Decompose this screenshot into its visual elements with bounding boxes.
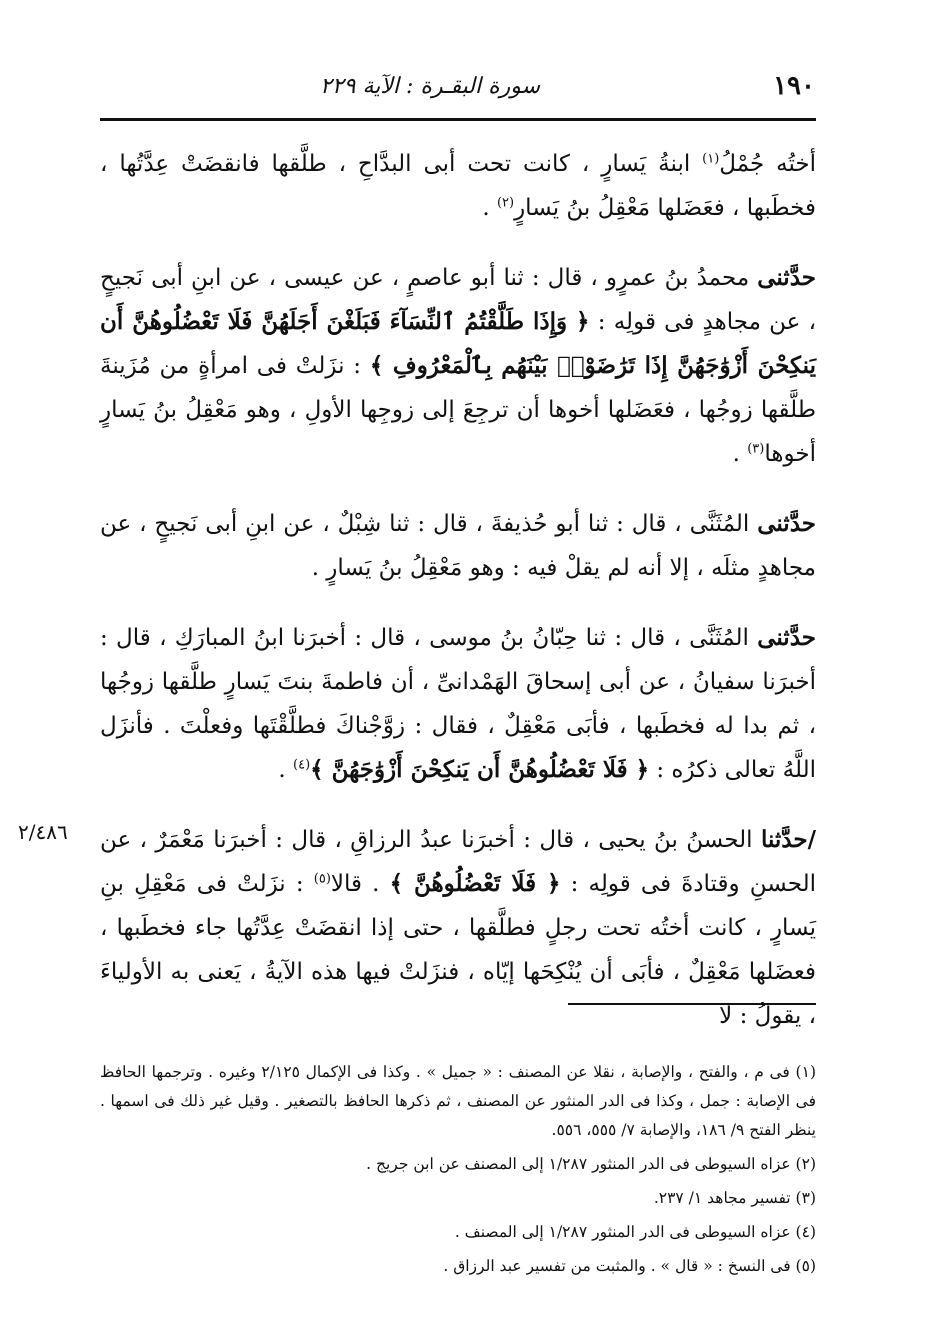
margin-reference: ٢/٤٨٦ xyxy=(18,820,68,844)
footnote-marker: (١) xyxy=(702,151,720,167)
footnote-4: (٤) عزاه السيوطى فى الدر المنثور ١/٢٨٧ إلى المصنف . xyxy=(454,1223,816,1241)
paragraph-lead: حدَّثنى xyxy=(757,510,816,537)
paragraph-2: حدَّثنى محمدُ بنُ عمرٍو ، قال : ثنا أبو عاصمٍ ، عن عيسى ، عن ابنِ أبى نَجيحٍ ، عن مجاهدٍ فى قولِه : ﴿ وَإِذَا طَلَّقْتُمُ ٱلنِّسَآءَ فَبَلَغْنَ أَجَلَهُنَّ فَلَا تَعْضُلُوهُنَّ أَن يَنكِحْنَ أَزْوَٰجَهُنَّ إِذَا تَرَٰضَوْا۟ بَيْنَهُم بِٱلْمَعْرُوفِ ﴾ : نزَلتْ فى امرأةٍ من مُزَينةَ طلَّقها زوجُها ، فعَضَلها أخوها أن ترجِعَ إلى زوجِها الأولِ ، وهو مَعْقِلُ بنُ يَسارٍ أخوها$^{(٣)}$ . xyxy=(100,264,817,467)
footnote-2: (٢) عزاه السيوطى فى الدر المنثور ١/٢٨٧ إلى المصنف عن ابن جريج . xyxy=(366,1155,816,1173)
paragraph-1: أختُه جُمْلُ$^{(١)}$ ابنةُ يَسارٍ ، كانت تحت أبى البدَّاحِ ، طلَّقها فانقضَتْ عِدَّتُها ، فخطَبها ، فعَضَلها مَعْقِلُ بنُ يَسارٍ$^{(٢)}$ . xyxy=(100,151,816,221)
footnote-rule xyxy=(568,1003,816,1005)
quran-quote: ﴿ فَلَا تَعْضُلُوهُنَّ ﴾ xyxy=(389,870,561,897)
paragraph-3: حدَّثنى المُثَنَّى ، قال : ثنا أبو حُذيفةَ ، قال : ثنا شِبْلٌ ، عن ابنِ أبى نَجيحٍ ، عن مجاهدٍ مثلَه ، إلا أنه لم يقلْ فيه : وهو مَعْقِلُ بنُ يَسارٍ . xyxy=(100,510,816,581)
paragraph-5: /حدَّثنا الحسنُ بنُ يحيى ، قال : أخبرَنا عبدُ الرزاقِ ، قال : أخبرَنا مَعْمَرٌ ، عن الحسنِ وقتادةَ فى قولِه : ﴿ فَلَا تَعْضُلُوهُنَّ ﴾ . قالا$^{(٥)}$ : نزَلتْ فى مَعْقِلِ بنِ يَسارٍ ، كانت أختُه تحت رجلٍ فطلَّقها ، حتى إذا انقضَتْ عِدَّتُها جاء فخطَبها ، فعضَلها مَعْقِلٌ ، فأبَى أن يُنْكِحَها إيّاه ، فنزَلتْ فيها هذه الآيةُ ، يَعنى به الأولياءَ ، يقولُ : لا xyxy=(100,826,816,1029)
quran-quote: ﴿ فَلَا تَعْضُلُوهُنَّ أَن يَنكِحْنَ أَزْوَٰجَهُنَّ ﴾ xyxy=(310,756,650,783)
quran-quote: ﴿ وَإِذَا طَلَّقْتُمُ ٱلنِّسَآءَ فَبَلَغْنَ أَجَلَهُنَّ فَلَا تَعْضُلُوهُنَّ أَن يَنكِحْنَ أَزْوَٰجَهُنَّ إِذَا تَرَٰضَوْا۟ بَيْنَهُم بِٱلْمَعْرُوفِ ﴾ xyxy=(100,308,816,379)
paragraph-lead: /حدَّثنا xyxy=(760,826,816,853)
header-rule xyxy=(100,118,816,121)
footnote-marker: (٣) xyxy=(747,441,765,457)
footnote-marker: (٢) xyxy=(496,195,515,211)
paragraph-lead: حدَّثنى xyxy=(757,624,816,651)
page-number: ١٩٠ xyxy=(773,71,815,101)
paragraph-4: حدَّثنى المُثَنَّى ، قال : ثنا حِبّانُ بنُ موسى ، قال : أخبرَنا ابنُ المبارَكِ ، قال : أخبرَنا سفيانُ ، عن أبى إسحاقَ الهَمْدانىِّ ، أن فاطمةَ بنتَ يَسارٍ طلَّقها زوجُها ، ثم بدا له فخطَبها ، فأبَى مَعْقِلٌ ، فقال : زوَّجْناكَ فطلَّقْتَها وفعلْتَ . فأنزَل اللَّهُ تعالى ذكرُه : ﴿ فَلَا تَعْضُلُوهُنَّ أَن يَنكِحْنَ أَزْوَٰجَهُنَّ ﴾$^{(٤)}$ . xyxy=(100,624,816,783)
footnotes xyxy=(100,1058,816,1286)
footnote-marker: (٥) xyxy=(313,871,331,887)
surah-title: سورة البقـرة : الآية ٢٢٩ xyxy=(320,73,541,99)
footnote-1: (١) فى م ، والفتح ، والإصابة ، نقلا عن المصنف : « جميل » . وكذا فى الإكمال ٢/١٢٥ وغيره . وترجمها الحافظ فى الإصابة : جمل ، وكذا فى الدر المنثور عن المصنف ، ثم ذكرها الحافظ بالتصغير . وقيل غير ذلك فى اسمها . ينظر الفتح ٩/ ١٨٦، والإصابة ٧/ ٥٥٥، ٥٥٦. xyxy=(100,1063,816,1139)
footnote-3: (٣) تفسير مجاهد ١/ ٢٣٧. xyxy=(653,1189,816,1207)
footnote-marker: (٤) xyxy=(293,757,311,773)
paragraph-lead: حدَّثنى xyxy=(757,264,816,291)
footnote-5: (٥) فى النسخ : « قال » . والمثبت من تفسير عبد الرزاق . xyxy=(443,1257,816,1275)
running-header xyxy=(100,66,815,106)
main-text xyxy=(100,142,816,1064)
